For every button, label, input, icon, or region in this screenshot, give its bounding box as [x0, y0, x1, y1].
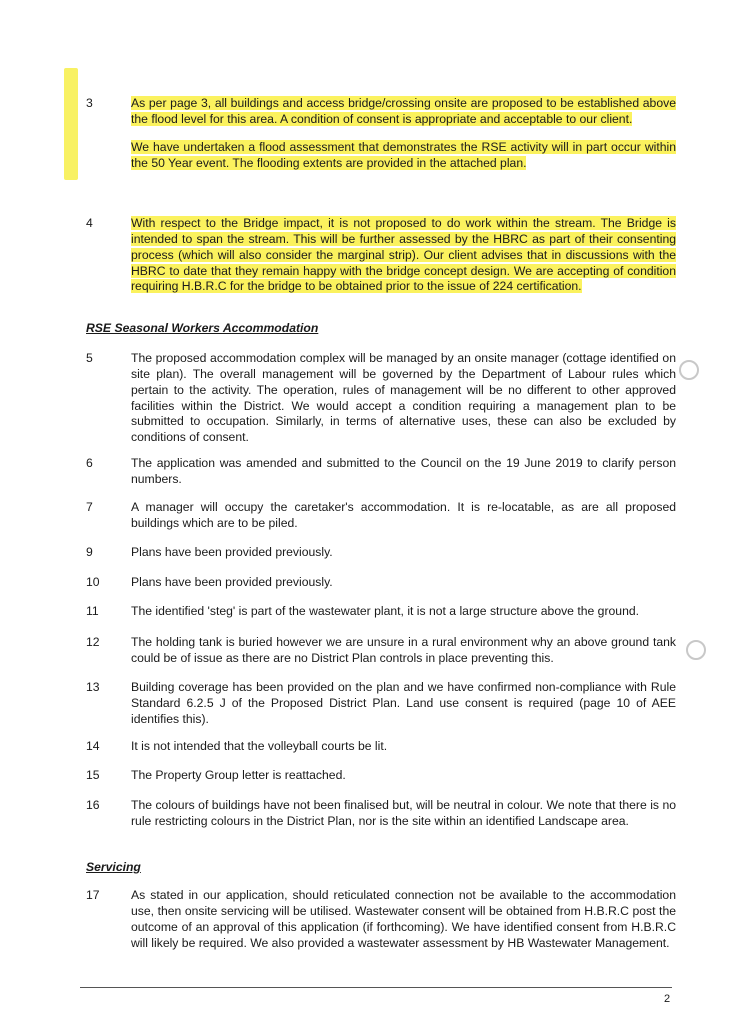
item-number: 12 [86, 635, 100, 649]
item-text: The application was amended and submitted to the Council on the 19 June 2019 to clarify person numbers. [131, 456, 676, 486]
list-item [86, 575, 676, 591]
item-number: 6 [86, 456, 93, 470]
item-number: 11 [86, 604, 99, 618]
footer-divider [80, 987, 672, 988]
list-item [86, 604, 676, 620]
highlighted-text: As per page 3, all buildings and access bridge/crossing onsite are proposed to be established above the flood level for this area. A condition of consent is appropriate and acceptable to our client. [131, 96, 676, 126]
item-text [131, 140, 676, 172]
item-number: 3 [86, 96, 93, 110]
list-item [86, 216, 676, 295]
list-item [86, 635, 676, 667]
highlighted-text: We have undertaken a flood assessment that demonstrates the RSE activity will in part occur within the 50 Year event. The flooding extents are provided in the attached plan. [131, 139, 676, 170]
item-number: 10 [86, 575, 100, 589]
list-item [86, 798, 676, 830]
item-number: 4 [86, 216, 93, 230]
list-item [86, 768, 676, 784]
list-item [86, 680, 676, 728]
item-text: The identified 'steg' is part of the wastewater plant, it is not a large structure above the ground. [131, 604, 640, 618]
margin-highlight-mark [64, 68, 78, 180]
list-item [86, 96, 676, 171]
page-number: 2 [664, 993, 671, 1005]
item-text: It is not intended that the volleyball courts be lit. [131, 739, 388, 753]
item-text: Building coverage has been provided on the plan and we have confirmed non-compliance with Rule Standard 6.2.5 J of the Proposed District Plan. Land use consent is required (page 10 of AEE identifies this). [131, 680, 676, 726]
item-text: As stated in our application, should reticulated connection not be available to the accommodation use, then onsite servicing will be utilised. Wastewater consent will be obtained from H.B.R.C post the outcome of an approval of this application (if forthcoming). We have identified consent from H.B.R.C will likely be required. We also provided a wastewater assessment by HB Wastewater Management. [131, 888, 676, 950]
item-text: The Property Group letter is reattached. [131, 768, 346, 782]
item-text [131, 216, 676, 295]
item-text: A manager will occupy the caretaker's accommodation. It is re-locatable, as are all proposed buildings which are to be piled. [131, 500, 676, 530]
item-number: 13 [86, 680, 100, 694]
section-heading: Servicing [86, 860, 141, 874]
item-number: 16 [86, 798, 100, 812]
item-number: 17 [86, 888, 100, 902]
list-item [86, 456, 676, 488]
highlighted-text: With respect to the Bridge impact, it is not proposed to do work within the stream. The Bridge is intended to span the stream. This will be further assessed by the HBRC as part of their consenting process (which will also consider the marginal strip). Our client advises that in discussions with the HBRC to date that they remain happy with the bridge concept design. We are accepting of condition requiring H.B.R.C for the bridge to be obtained prior to the issue of 224 certification. [131, 216, 676, 294]
item-text: Plans have been provided previously. [131, 545, 333, 559]
item-number: 15 [86, 768, 100, 782]
list-item [86, 500, 676, 532]
item-number: 7 [86, 500, 93, 514]
item-number: 14 [86, 739, 100, 753]
list-item [86, 351, 676, 446]
list-item [86, 739, 676, 755]
punch-hole-icon [686, 640, 706, 660]
section-heading: RSE Seasonal Workers Accommodation [86, 321, 319, 335]
item-text: The proposed accommodation complex will be managed by an onsite manager (cottage identified on site plan). The overall management will be governed by the Department of Labour rules which pertain to the activity. The operation, rules of management will be no different to other approved facilities within the District. We would accept a condition requiring a management plan to be submitted to occupation. Similarly, in terms of alternative uses, these can also be excluded by conditions of consent. [131, 351, 676, 445]
list-item [86, 545, 676, 561]
list-item [86, 888, 676, 951]
item-number: 5 [86, 351, 93, 365]
item-number: 9 [86, 545, 93, 559]
punch-hole-icon [679, 360, 699, 380]
item-text [131, 96, 676, 128]
item-text: Plans have been provided previously. [131, 575, 333, 589]
item-text: The holding tank is buried however we are unsure in a rural environment why an above ground tank could be of issue as there are no District Plan controls in place preventing this. [131, 635, 676, 665]
item-text: The colours of buildings have not been finalised but, will be neutral in colour. We note that there is no rule restricting colours in the District Plan, nor is the site within an identified Landscape area. [131, 798, 676, 828]
